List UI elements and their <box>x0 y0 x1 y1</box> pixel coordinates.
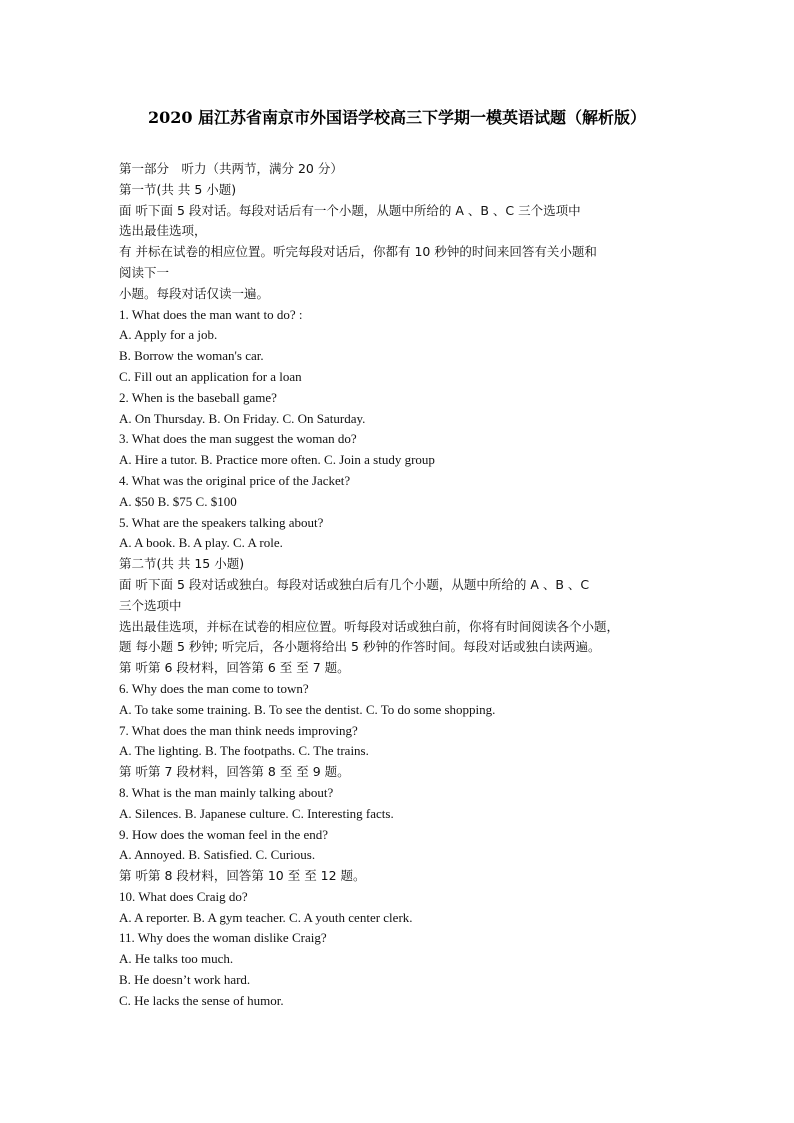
text-line: A. Silences. B. Japanese culture. C. Interesting facts. <box>119 805 394 821</box>
text-line: 4. What was the original price of the Jacket? <box>119 472 351 488</box>
text-line: 3. What does the man suggest the woman do? <box>119 431 357 447</box>
document-body <box>119 159 679 1012</box>
text-line: 6. Why does the man come to town? <box>119 680 309 696</box>
text-line: 第一部分 听力（共两节，满分 20 分） <box>119 161 343 176</box>
text-line: 8. What is the man mainly talking about? <box>119 784 334 800</box>
text-line: B. Borrow the woman's car. <box>119 348 264 364</box>
text-line: 9. How does the woman feel in the end? <box>119 826 329 842</box>
text-line: 第二节(共 共 15 小题) <box>119 556 245 572</box>
text-line: 选出最佳选项，并标在试卷的相应位置。听每段对话或独白前，你将有时间阅读各个小题， <box>119 618 620 634</box>
text-line: A. Hire a tutor. B. Practice more often. C. Join a study group <box>119 452 435 468</box>
text-line: A. He talks too much. <box>119 951 234 967</box>
text-line: 题 每小题 5 秒钟; 听完后，各小题将给出 5 秒钟的作答时间。每段对话或独白读两遍。 <box>119 639 601 655</box>
text-line: 选出最佳选项， <box>119 223 207 239</box>
text-line: A. On Thursday. B. On Friday. C. On Saturday. <box>119 410 366 426</box>
text-line: A. To take some training. B. To see the dentist. C. To do some shopping. <box>119 701 496 717</box>
text-line: 小题。每段对话仅读一遍。 <box>119 285 270 301</box>
text-line: 面 听下面 5 段对话。每段对话后有一个小题，从题中所给的 A 、B 、C 三个选项中 <box>119 202 581 218</box>
text-line: 7. What does the man think needs improving? <box>119 722 358 738</box>
text-line: 11. Why does the woman dislike Craig? <box>119 930 327 946</box>
text-line: 5. What are the speakers talking about? <box>119 514 324 530</box>
text-line: A. Annoyed. B. Satisfied. C. Curious. <box>119 847 316 863</box>
text-line: 第一节(共 共 5 小题) <box>119 181 237 197</box>
text-line: 2. When is the baseball game? <box>119 389 277 405</box>
text-line: 1. What does the man want to do? : <box>119 306 303 322</box>
text-line: A. $50 B. $75 C. $100 <box>119 493 237 509</box>
text-line: 第 听第 8 段材料，回答第 10 至 至 12 题。 <box>119 868 366 884</box>
text-line: A. Apply for a job. <box>119 327 218 343</box>
text-line: 三个选项中 <box>119 597 182 613</box>
text-line: 第 听第 7 段材料，回答第 8 至 至 9 题。 <box>119 764 350 780</box>
text-line: A. A reporter. B. A gym teacher. C. A youth center clerk. <box>119 909 413 925</box>
text-line: A. The lighting. B. The footpaths. C. The trains. <box>119 743 369 759</box>
text-line: 第 听第 6 段材料，回答第 6 至 至 7 题。 <box>119 660 350 676</box>
text-line: 有 并标在试卷的相应位置。听完每段对话后，你都有 10 秒钟的时间来回答有关小题和 <box>119 244 597 260</box>
text-line: C. Fill out an application for a loan <box>119 368 302 384</box>
text-line: C. He lacks the sense of humor. <box>119 992 284 1008</box>
text-line: B. He doesn’t work hard. <box>119 972 251 988</box>
text-line: 面 听下面 5 段对话或独白。每段对话或独白后有几个小题，从题中所给的 A 、B 、C <box>119 576 590 592</box>
text-line: A. A book. B. A play. C. A role. <box>119 535 283 551</box>
text-line: 10. What does Craig do? <box>119 888 248 904</box>
document-title: 2020 届江苏省南京市外国语学校高三下学期一模英语试题（解析版） <box>147 108 647 127</box>
text-line: 阅读下一 <box>119 264 170 280</box>
